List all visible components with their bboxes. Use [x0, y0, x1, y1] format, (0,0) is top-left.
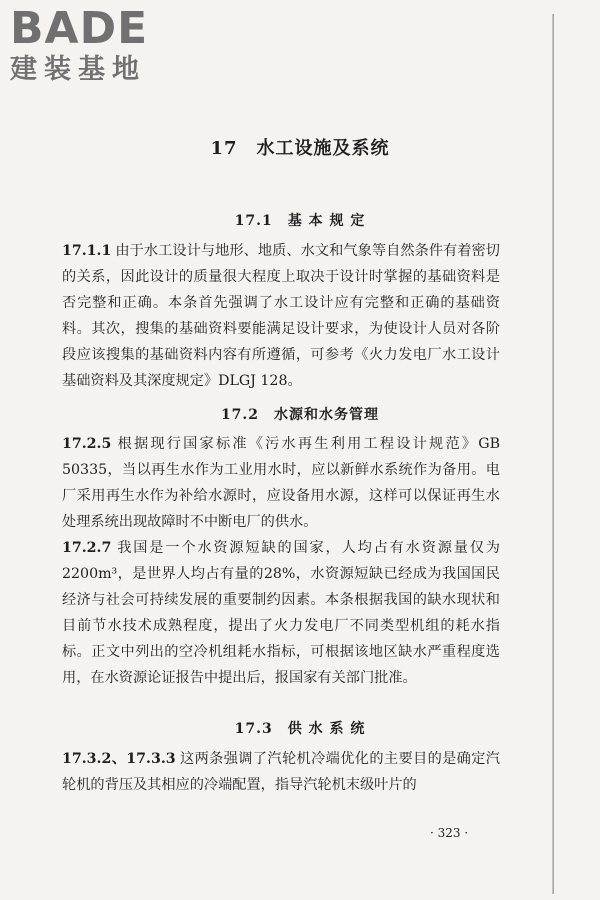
clause-number: 17.2.5 — [62, 436, 112, 452]
clause-number: 17.1.1 — [62, 243, 112, 259]
section-title-17-3: 17.3 供 水 系 统 — [234, 721, 366, 737]
logo-brand: BADE — [10, 3, 149, 54]
page-number: · 323 · — [430, 826, 469, 840]
logo — [10, 3, 175, 86]
chapter-title: 17 水工设施及系统 — [210, 138, 390, 159]
paragraph-17-1-1 — [62, 238, 500, 394]
clause-number: 17.3.2、17.3.3 — [62, 751, 176, 767]
clause-number: 17.2.7 — [62, 540, 112, 556]
paragraph-text: 根据现行国家标准《污水再生利用工程设计规范》GB 50335，当以再生水作为工业用水时，应以新鲜水系统作为备用。电厂采用再生水作为补给水源时，应设备用水源，这样可以保证再生水处理系统出现故障时不中断电厂的供水。 — [62, 436, 500, 530]
paragraph-17-2-5 — [62, 431, 500, 535]
section-title-17-2: 17.2 水源和水务管理 — [220, 407, 380, 423]
paragraph-17-3-2 — [62, 746, 500, 798]
logo-subtitle: 建装基地 — [10, 54, 146, 85]
section-title-17-1: 17.1 基 本 规 定 — [234, 213, 366, 229]
paragraph-text: 由于水工设计与地形、地质、水文和气象等自然条件有着密切的关系，因此设计的质量很大程度上取决于设计时掌握的基础资料是否完整和正确。本条首先强调了水工设计应有完整和正确的基础资料。其次，搜集的基础资料要能满足设计要求，为使设计人员对各阶段应该搜集的基础资料内容有所遵循，可参考《火力发电厂水工设计基础资料及其深度规定》DLGJ 128。 — [62, 243, 500, 389]
paragraph-text: 这两条强调了汽轮机冷端优化的主要目的是确定汽轮机的背压及其相应的冷端配置，指导汽轮机末级叶片的 — [62, 751, 500, 793]
paragraph-text: 我国是一个水资源短缺的国家，人均占有水资源量仅为2200m³，是世界人均占有量的28%，水资源短缺已经成为我国国民经济与社会可持续发展的重要制约因素。本条根据我国的缺水现状和目前节水技术成熟程度，提出了火力发电厂不同类型机组的耗水指标。正文中列出的空冷机组耗水指标，可根据该地区缺水严重程度选用，在水资源论证报告中提出后，报国家有关部门批准。 — [62, 540, 500, 686]
paragraph-17-2-7 — [62, 535, 500, 691]
